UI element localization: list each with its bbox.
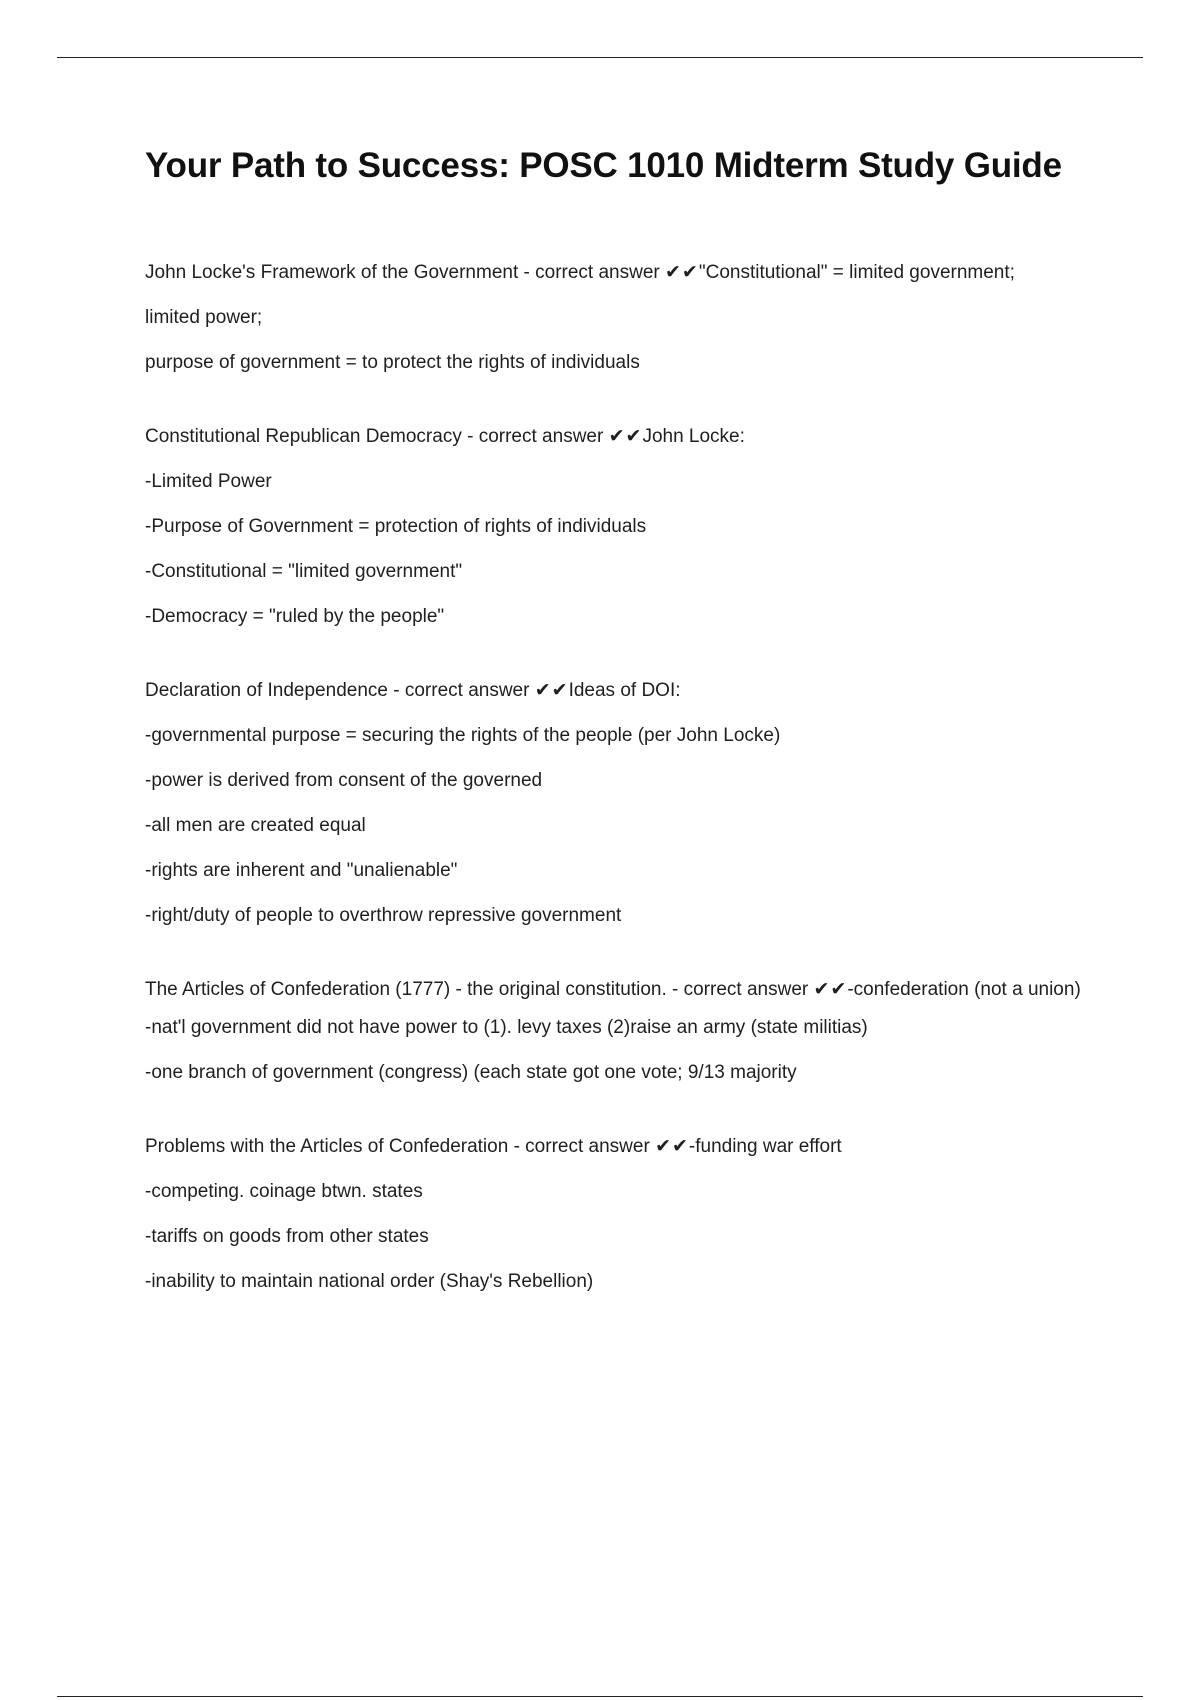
entry-answer-line: purpose of government = to protect the rights of individuals	[145, 352, 640, 373]
entry-separator: - correct answer	[387, 680, 535, 701]
entry-answer: -confederation (not a union)	[847, 979, 1081, 1000]
qa-entry	[145, 975, 1085, 1088]
entry-answer-line: -Constitutional = "limited government"	[145, 561, 463, 582]
entry-answer-line: -governmental purpose = securing the rights of the people (per John Locke)	[145, 725, 781, 746]
entry-answer: John Locke:	[642, 426, 745, 447]
entry-first-line	[145, 676, 1085, 706]
entry-first-line	[145, 975, 1085, 1005]
entry-term: Constitutional Republican Democracy	[145, 426, 462, 447]
entry-term: Declaration of Independence	[145, 680, 388, 701]
entry-answer-line: -one branch of government (congress) (each state got one vote; 9/13 majority	[145, 1062, 797, 1083]
entry-answer-line: -nat'l government did not have power to (1). levy taxes (2)raise an army (state militias)	[145, 1017, 868, 1038]
qa-entry	[145, 676, 1085, 931]
double-check-icon: ✔✔	[608, 426, 643, 447]
entry-answer-line: -all men are created equal	[145, 815, 366, 836]
entry-answer: Ideas of DOI:	[568, 680, 681, 701]
entry-term: John Locke's Framework of the Government	[145, 262, 519, 283]
qa-entry	[145, 258, 1085, 378]
entry-separator: - correct answer	[461, 426, 609, 447]
entry-first-line	[145, 422, 1085, 452]
entry-answer: -funding war effort	[688, 1136, 842, 1157]
entry-term: Problems with the Articles of Confederation	[145, 1136, 509, 1157]
entry-term: The Articles of Confederation (1777) - the original constitution.	[145, 979, 667, 1000]
entry-answer-line: limited power;	[145, 307, 263, 328]
double-check-icon: ✔✔	[813, 979, 848, 1000]
entry-answer-line: -competing. coinage btwn. states	[145, 1181, 423, 1202]
entry-answer: "Constitutional" = limited government;	[698, 262, 1015, 283]
entry-separator: - correct answer	[508, 1136, 656, 1157]
entry-answer-line: -Democracy = "ruled by the people"	[145, 606, 445, 627]
entry-answer-line: -tariffs on goods from other states	[145, 1226, 429, 1247]
qa-entry	[145, 1132, 1085, 1297]
top-rule	[57, 57, 1143, 58]
entry-separator: - correct answer	[666, 979, 814, 1000]
entry-separator: - correct answer	[518, 262, 666, 283]
entry-answer-line: -rights are inherent and "unalienable"	[145, 860, 458, 881]
double-check-icon: ✔✔	[534, 680, 569, 701]
entry-first-line	[145, 1132, 1085, 1162]
double-check-icon: ✔✔	[655, 1136, 689, 1157]
entry-answer-line: -Purpose of Government = protection of rights of individuals	[145, 516, 647, 537]
double-check-icon: ✔✔	[665, 262, 699, 283]
entry-answer-line: -right/duty of people to overthrow repressive government	[145, 905, 622, 926]
qa-entry	[145, 422, 1085, 632]
page-title: Your Path to Success: POSC 1010 Midterm Study Guide	[145, 146, 1062, 185]
entry-first-line	[145, 258, 1085, 288]
entry-answer-line: -inability to maintain national order (Shay's Rebellion)	[145, 1271, 594, 1292]
study-guide-body	[145, 258, 1085, 1341]
entry-answer-line: -power is derived from consent of the governed	[145, 770, 543, 791]
bottom-rule	[57, 1696, 1143, 1697]
entry-answer-line: -Limited Power	[145, 471, 272, 492]
